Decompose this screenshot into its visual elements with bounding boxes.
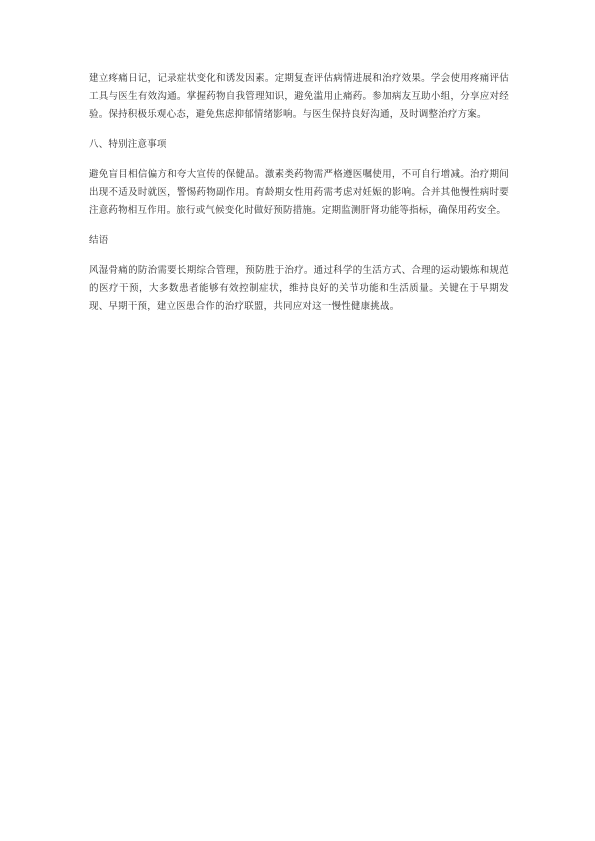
spacer — [89, 250, 509, 262]
spacer — [89, 154, 509, 166]
section-heading-special-notes: 八、特别注意事项 — [89, 139, 167, 150]
intro-paragraph: 建立疼痛日记，记录症状变化和诱发因素。定期复查评估病情进展和治疗效果。学会使用疼痛评估工具与医生有效沟通。掌握药物自我管理知识，避免滥用止痛药。参加病友互助小组，分享应对经验。保持积极乐观心态，避免焦虑抑郁情绪影响。与医生保持良好沟通，及时调整治疗方案。 — [89, 73, 509, 120]
conclusion-paragraph: 风湿骨痛的防治需要长期综合管理，预防胜于治疗。通过科学的生活方式、合理的运动锻炼和规范的医疗干预，大多数患者能够有效控制症状，维持良好的关节功能和生活质量。关键在于早期发现、早期干预，建立医患合作的治疗联盟，共同应对这一慢性健康挑战。 — [89, 265, 509, 312]
spacer — [89, 124, 509, 136]
conclusion-heading: 结语 — [89, 235, 109, 246]
special-notes-paragraph: 避免盲目相信偏方和夸大宣传的保健品。激素类药物需严格遵医嘱使用，不可自行增减。治疗期间出现不适及时就医，警惕药物副作用。育龄期女性用药需考虑对妊娠的影响。合并其他慢性病时要注意药物相互作用。旅行或气候变化时做好预防措施。定期监测肝肾功能等指标，确保用药安全。 — [89, 169, 509, 216]
spacer — [89, 220, 509, 232]
document-body — [89, 70, 509, 316]
